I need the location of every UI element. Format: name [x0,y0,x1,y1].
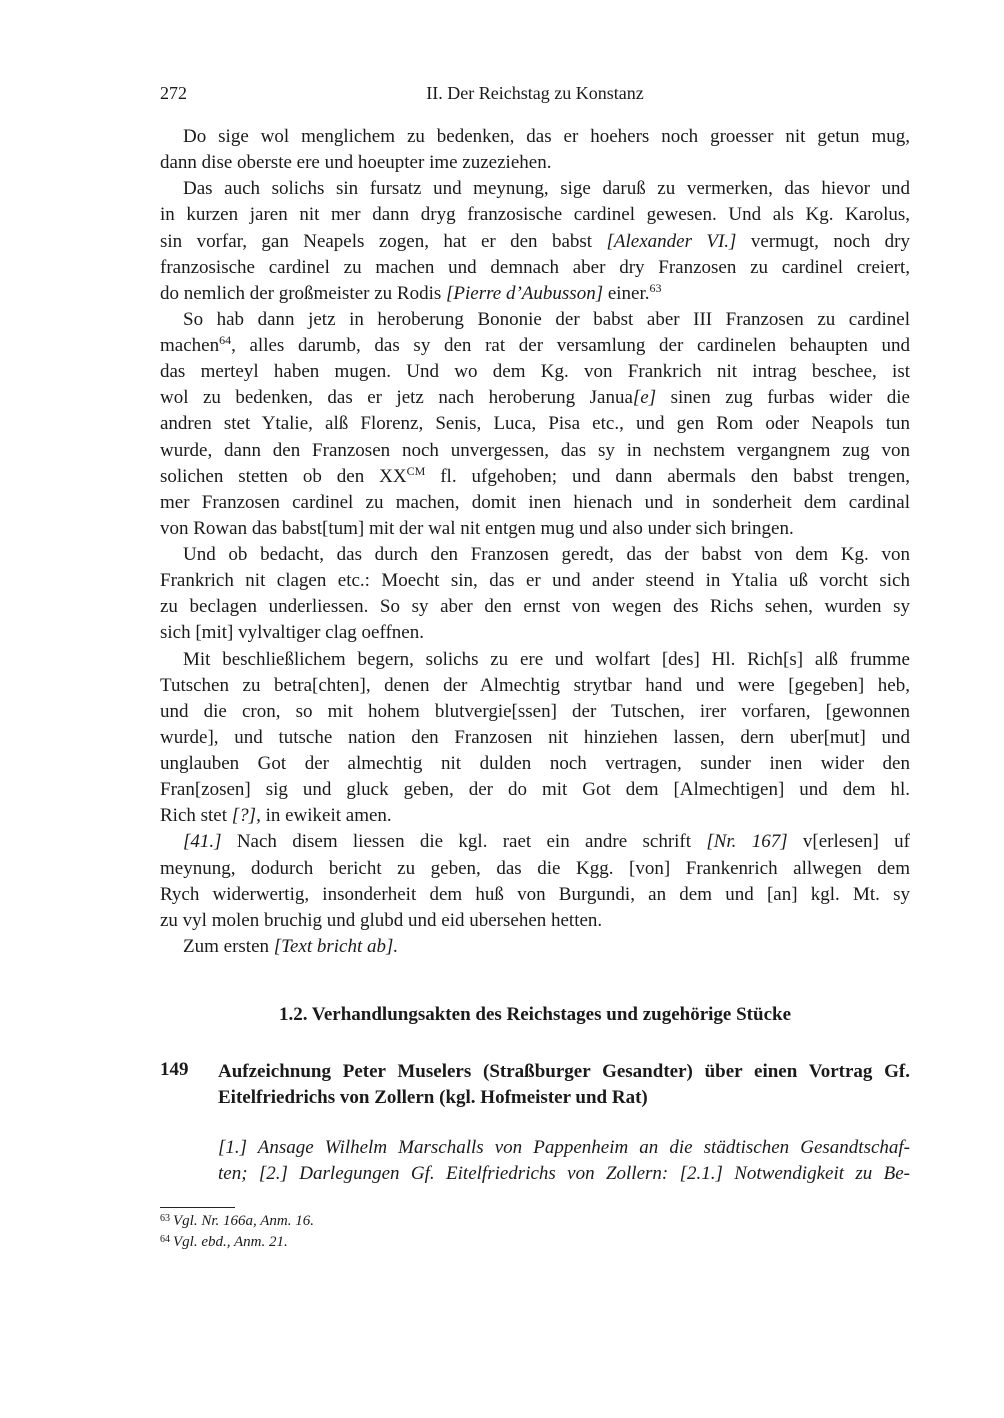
text-segment: andren stet Ytalie, alß Florenz, Senis, Luca, Pisa etc., und gen Rom oder Neapols tun [160,413,910,435]
text-segment: do nemlich der großmeister zu Rodis [160,282,446,304]
superscript: 63 [649,280,662,295]
abstract-line: [1.] Ansage Wilhelm Marschalls von Pappenheim an die städtischen Gesandtschaf- [218,1137,910,1158]
text-segment: Frankrich nit clagen etc.: Moecht sin, das er und ander steend in Ytalia uß vorcht sich [160,570,910,592]
text-line [160,411,910,437]
footnote-text: Vgl. Nr. 166a, Anm. 16. [173,1213,314,1229]
editorial-note: [e] [632,387,657,409]
running-title: II. Der Reichstag zu Konstanz [426,83,644,103]
text-line [160,490,910,516]
editorial-note: [Alexander VI.] [606,230,737,252]
page-number: 272 [160,83,187,103]
text-segment: sich [mit] vylvaltiger clag oeffnen. [160,622,424,644]
body-text [160,124,910,960]
text-segment: sinen zug furbas wider die [656,387,910,409]
text-segment: So hab dann jetz in heroberung Bononie der babst aber III Franzosen zu cardinel [183,308,910,330]
footnote [160,1232,314,1253]
text-line [160,829,910,855]
editorial-note: [Nr. 167] [706,831,788,853]
text-segment: von Rowan das babst[tum] mit der wal nit entgen mug und also under sich bringen. [160,517,794,539]
text-segment: wurde], und tutsche nation den Franzosen nit hinziehen lassen, dern uber[mut] und [160,726,910,748]
text-line [160,542,910,568]
text-segment: zu beclagen underliessen. So sy aber den ernst von wegen des Richs sehen, wurden sy [160,596,910,618]
editorial-note: [Pierre d’Aubusson] [446,282,604,304]
text-line [160,438,910,464]
superscript: CM [406,463,426,478]
text-segment: vermugt, noch dry [736,230,910,252]
text-line [160,176,910,202]
text-segment: wol zu bedenken, das er jetz nach heroberung Janua [160,387,633,409]
text-line [160,333,910,359]
footnote-mark: 63 [160,1213,170,1224]
text-line [160,359,910,385]
text-segment: in ewikeit amen. [260,805,392,827]
text-segment: zu vyl molen bruchig und glubd und eid ubersehen hetten. [160,909,603,931]
text-segment: solichen stetten ob den XX [160,465,407,487]
text-segment: und die cron, so mit hohem blutvergie[ssen] der Tutschen, irer vorfaren, [gewonnen [160,700,910,722]
text-line [160,568,910,594]
text-segment: Tutschen zu betra[chten], denen der Almechtig strytbar hand und were [gegeben] heb, [160,674,910,696]
editorial-note: [?], [231,805,261,827]
text-line [160,908,910,934]
text-segment: Mit beschließlichem begern, solichs zu ere und wolfart [des] Hl. Rich[s] alß frumme [183,648,910,670]
text-segment: franzosische cardinel zu machen und demnach aber dry Franzosen zu cardinel creiert, [160,256,910,278]
text-line [160,777,910,803]
text-segment: machen [160,335,220,356]
text-segment: Fran[zosen] sig und gluck geben, der do mit Got dem [Almechtigen] und dem hl. [160,779,910,801]
editorial-note: [Text bricht ab]. [273,935,399,957]
text-line [160,307,910,333]
text-line [160,385,910,411]
editorial-note: [41.] [183,831,222,853]
document-abstract [218,1135,910,1187]
text-segment: Und ob bedacht, das durch den Franzosen geredt, das der babst von dem Kg. von [183,544,910,565]
footnote-mark: 64 [160,1234,170,1245]
text-line [160,882,910,908]
text-line [160,124,910,150]
text-segment: , alles darumb, das sy den rat der versamlung der cardinelen behaupten und [231,335,910,356]
text-segment: Das auch solichs sin fursatz und meynung, sige daruß zu vermerken, das hievor und [183,178,910,200]
text-line [160,699,910,725]
text-segment: Do sige wol menglichem zu bedenken, das er hoehers noch groesser nit getun mug, [183,126,910,147]
text-line [160,281,910,307]
text-line [160,516,910,542]
text-segment: dann dise oberste ere und hoeupter ime zuzeziehen. [160,152,552,174]
text-line [160,150,910,176]
footnotes [160,1211,314,1253]
document-number: 149 [160,1059,189,1080]
footnote-divider [160,1207,235,1208]
text-segment: Zum ersten [183,935,274,957]
section-heading: 1.2. Verhandlungsakten des Reichstages und zugehörige Stücke [278,1004,792,1025]
text-segment: mer Franzosen cardinel zu machen, domit inen hienach und in sonderheit dem cardinal [160,491,910,513]
text-line [160,856,910,882]
footnote-text: Vgl. ebd., Anm. 21. [173,1234,288,1250]
abstract-line: ten; [2.] Darlegungen Gf. Eitelfriedrichs von Zollern: [2.1.] Notwendigkeit zu Be- [218,1163,910,1185]
text-line [160,673,910,699]
document-title [218,1059,910,1111]
text-segment: unglauben Got der almechtig nit dulden noch vertragen, sunder inen wider den [160,753,910,774]
text-segment: Rich stet [160,805,232,827]
text-line [160,934,910,960]
text-line [160,725,910,751]
document-title-line: Eitelfriedrichs von Zollern (kgl. Hofmeister und Rat) [218,1087,648,1109]
text-segment: Nach disem liessen die kgl. raet ein andre schrift [221,831,707,853]
text-segment: wurde, dann den Franzosen noch unvergessen, das sy in nechstem vergangnem zug von [160,439,910,461]
text-line [160,202,910,228]
text-segment: meynung, dodurch bericht zu geben, das die Kgg. [von] Frankenrich allwegen dem [160,857,910,879]
text-line [160,229,910,255]
text-segment: das merteyl haben mugen. Und wo dem Kg. von Frankrich nit intrag beschee, ist [160,361,910,383]
text-line [160,620,910,646]
text-line [160,751,910,777]
text-segment: in kurzen jaren nit mer dann dryg franzosische cardinel gewesen. Und als Kg. Karolus, [160,204,910,226]
text-segment: fl. ufgehoben; und dann abermals den babst trengen, [425,465,910,487]
text-line [160,464,910,490]
text-line [160,647,910,673]
text-segment: v[erlesen] uf [787,831,910,853]
text-line [160,803,910,829]
text-segment: Rych widerwertig, insonderheit dem huß von Burgundi, an dem und [an] kgl. Mt. sy [160,883,910,905]
superscript: 64 [219,333,232,347]
text-line [160,255,910,281]
document-title-line: Aufzeichnung Peter Muselers (Straßburger Gesandter) über einen Vortrag Gf. [218,1061,910,1082]
text-segment: sin vorfar, gan Neapels zogen, hat er den babst [160,230,607,252]
text-line [160,594,910,620]
footnote [160,1211,314,1232]
text-segment: einer. [603,282,650,304]
